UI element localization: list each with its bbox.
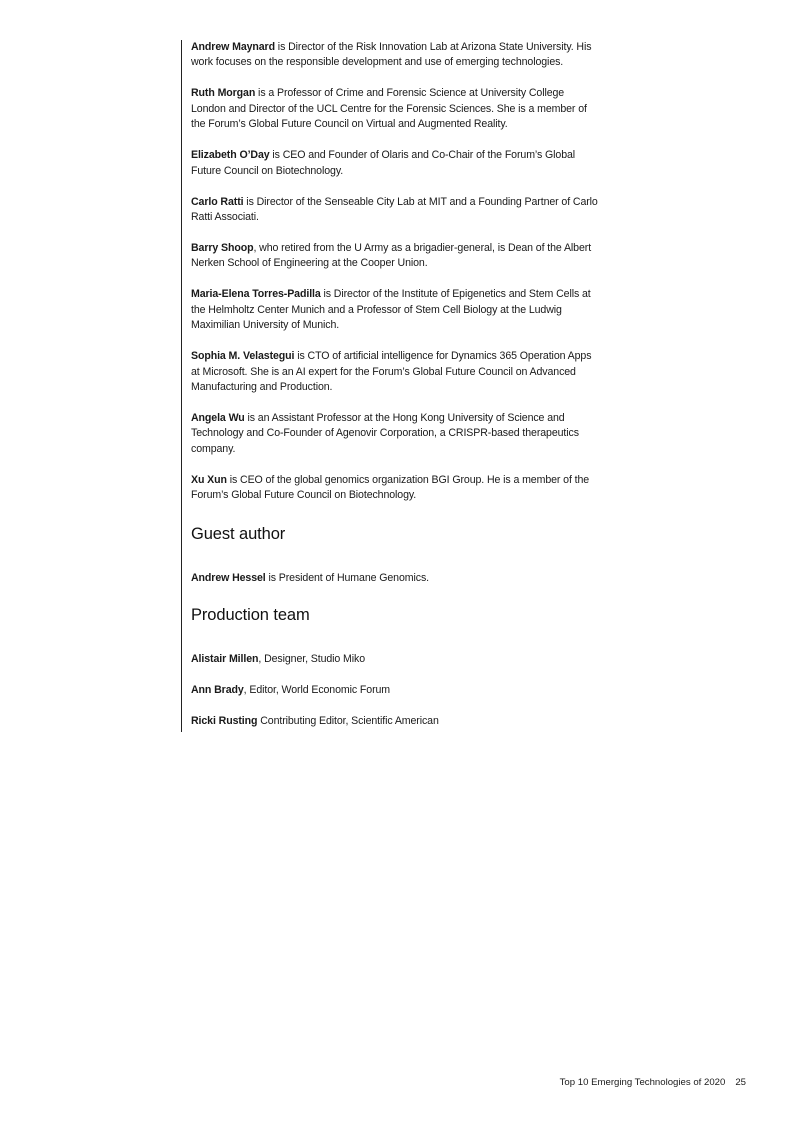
bio-name: Xu Xun: [191, 473, 227, 486]
guest-author-heading: Guest author: [191, 524, 286, 543]
bio-name: Maria-Elena Torres-Padilla: [191, 288, 321, 301]
bio-text: is CEO of the global genomics organization BGI Group. He is a member of the Forum’s Global Future Council on Biotechnology.: [191, 473, 590, 502]
bio-xu-xun: [191, 473, 601, 504]
bio-text: is an Assistant Professor at the Hong Kong University of Science and Technology and Co-Founder of Agenovir Corporation, a CRISPR-based therapeutics company.: [191, 412, 579, 455]
page-number: 25: [735, 1077, 746, 1088]
bio-elizabeth-oday: [191, 148, 601, 179]
team-member-role: , Editor, World Economic Forum: [243, 684, 391, 697]
bio-text: is President of Humane Genomics.: [265, 571, 429, 584]
team-member-ricki-rusting: [191, 714, 601, 729]
page-footer: [560, 1077, 746, 1088]
bio-andrew-hessel: [191, 571, 601, 586]
bio-carlo-ratti: [191, 195, 601, 226]
bio-text: is CTO of artificial intelligence for Dynamics 365 Operation Apps at Microsoft. She is an AI expert for the Forum’s Global Future Council on Advanced Manufacturing and Production.: [191, 350, 592, 394]
bio-text: is Director of the Risk Innovation Lab at Arizona State University. His work focuses on the responsible development and use of emerging technologies.: [191, 41, 592, 69]
bio-sophia-velastegui: [191, 349, 601, 395]
bio-text: is Director of the Senseable City Lab at MIT and a Founding Partner of Carlo Ratti Associati.: [191, 195, 598, 224]
bio-barry-shoop: [191, 241, 601, 272]
bio-andrew-maynard: [191, 40, 601, 71]
team-member-alistair-millen: [191, 652, 601, 667]
bio-text: is Director of the Institute of Epigenetics and Stem Cells at the Helmholtz Center Munich and a Professor of Stem Cell Biology at the Ludwig Maximilian University of Munich.: [191, 288, 591, 332]
footer-document-title: Top 10 Emerging Technologies of 2020: [559, 1077, 726, 1088]
team-member-role: , Designer, Studio Miko: [258, 653, 366, 666]
team-member-name: Alistair Millen: [191, 653, 259, 666]
team-member-name: Ann Brady: [191, 684, 244, 697]
bio-name: Andrew Hessel: [191, 571, 266, 584]
bio-text: is a Professor of Crime and Forensic Science at University College London and Director of the UCL Centre for the Forensic Sciences. She is a member of the Forum’s Global Future Council on Virtual and Augmented Reality.: [191, 87, 587, 131]
team-member-role: Contributing Editor, Scientific American: [257, 715, 439, 728]
bio-ruth-morgan: [191, 86, 601, 132]
team-member-name: Ricki Rusting: [191, 715, 258, 728]
bio-text: , who retired from the U Army as a brigadier-general, is Dean of the Albert Nerken School of Engineering at the Cooper Union.: [191, 242, 592, 270]
bio-angela-wu: [191, 411, 601, 457]
team-member-ann-brady: [191, 683, 601, 698]
bio-name: Andrew Maynard: [191, 41, 275, 53]
bio-maria-elena-torres-padilla: [191, 287, 601, 333]
bio-name: Angela Wu: [191, 412, 245, 425]
bio-name: Barry Shoop: [191, 242, 254, 255]
bio-name: Ruth Morgan: [191, 87, 256, 100]
contributors-column: [181, 40, 601, 732]
bio-name: Carlo Ratti: [191, 195, 244, 208]
production-team-heading: Production team: [191, 606, 310, 625]
bio-name: Sophia M. Velastegui: [191, 350, 295, 363]
bio-name: Elizabeth O’Day: [191, 149, 270, 162]
bio-text: is CEO and Founder of Olaris and Co-Chair of the Forum’s Global Future Council on Biotechnology.: [191, 149, 576, 177]
